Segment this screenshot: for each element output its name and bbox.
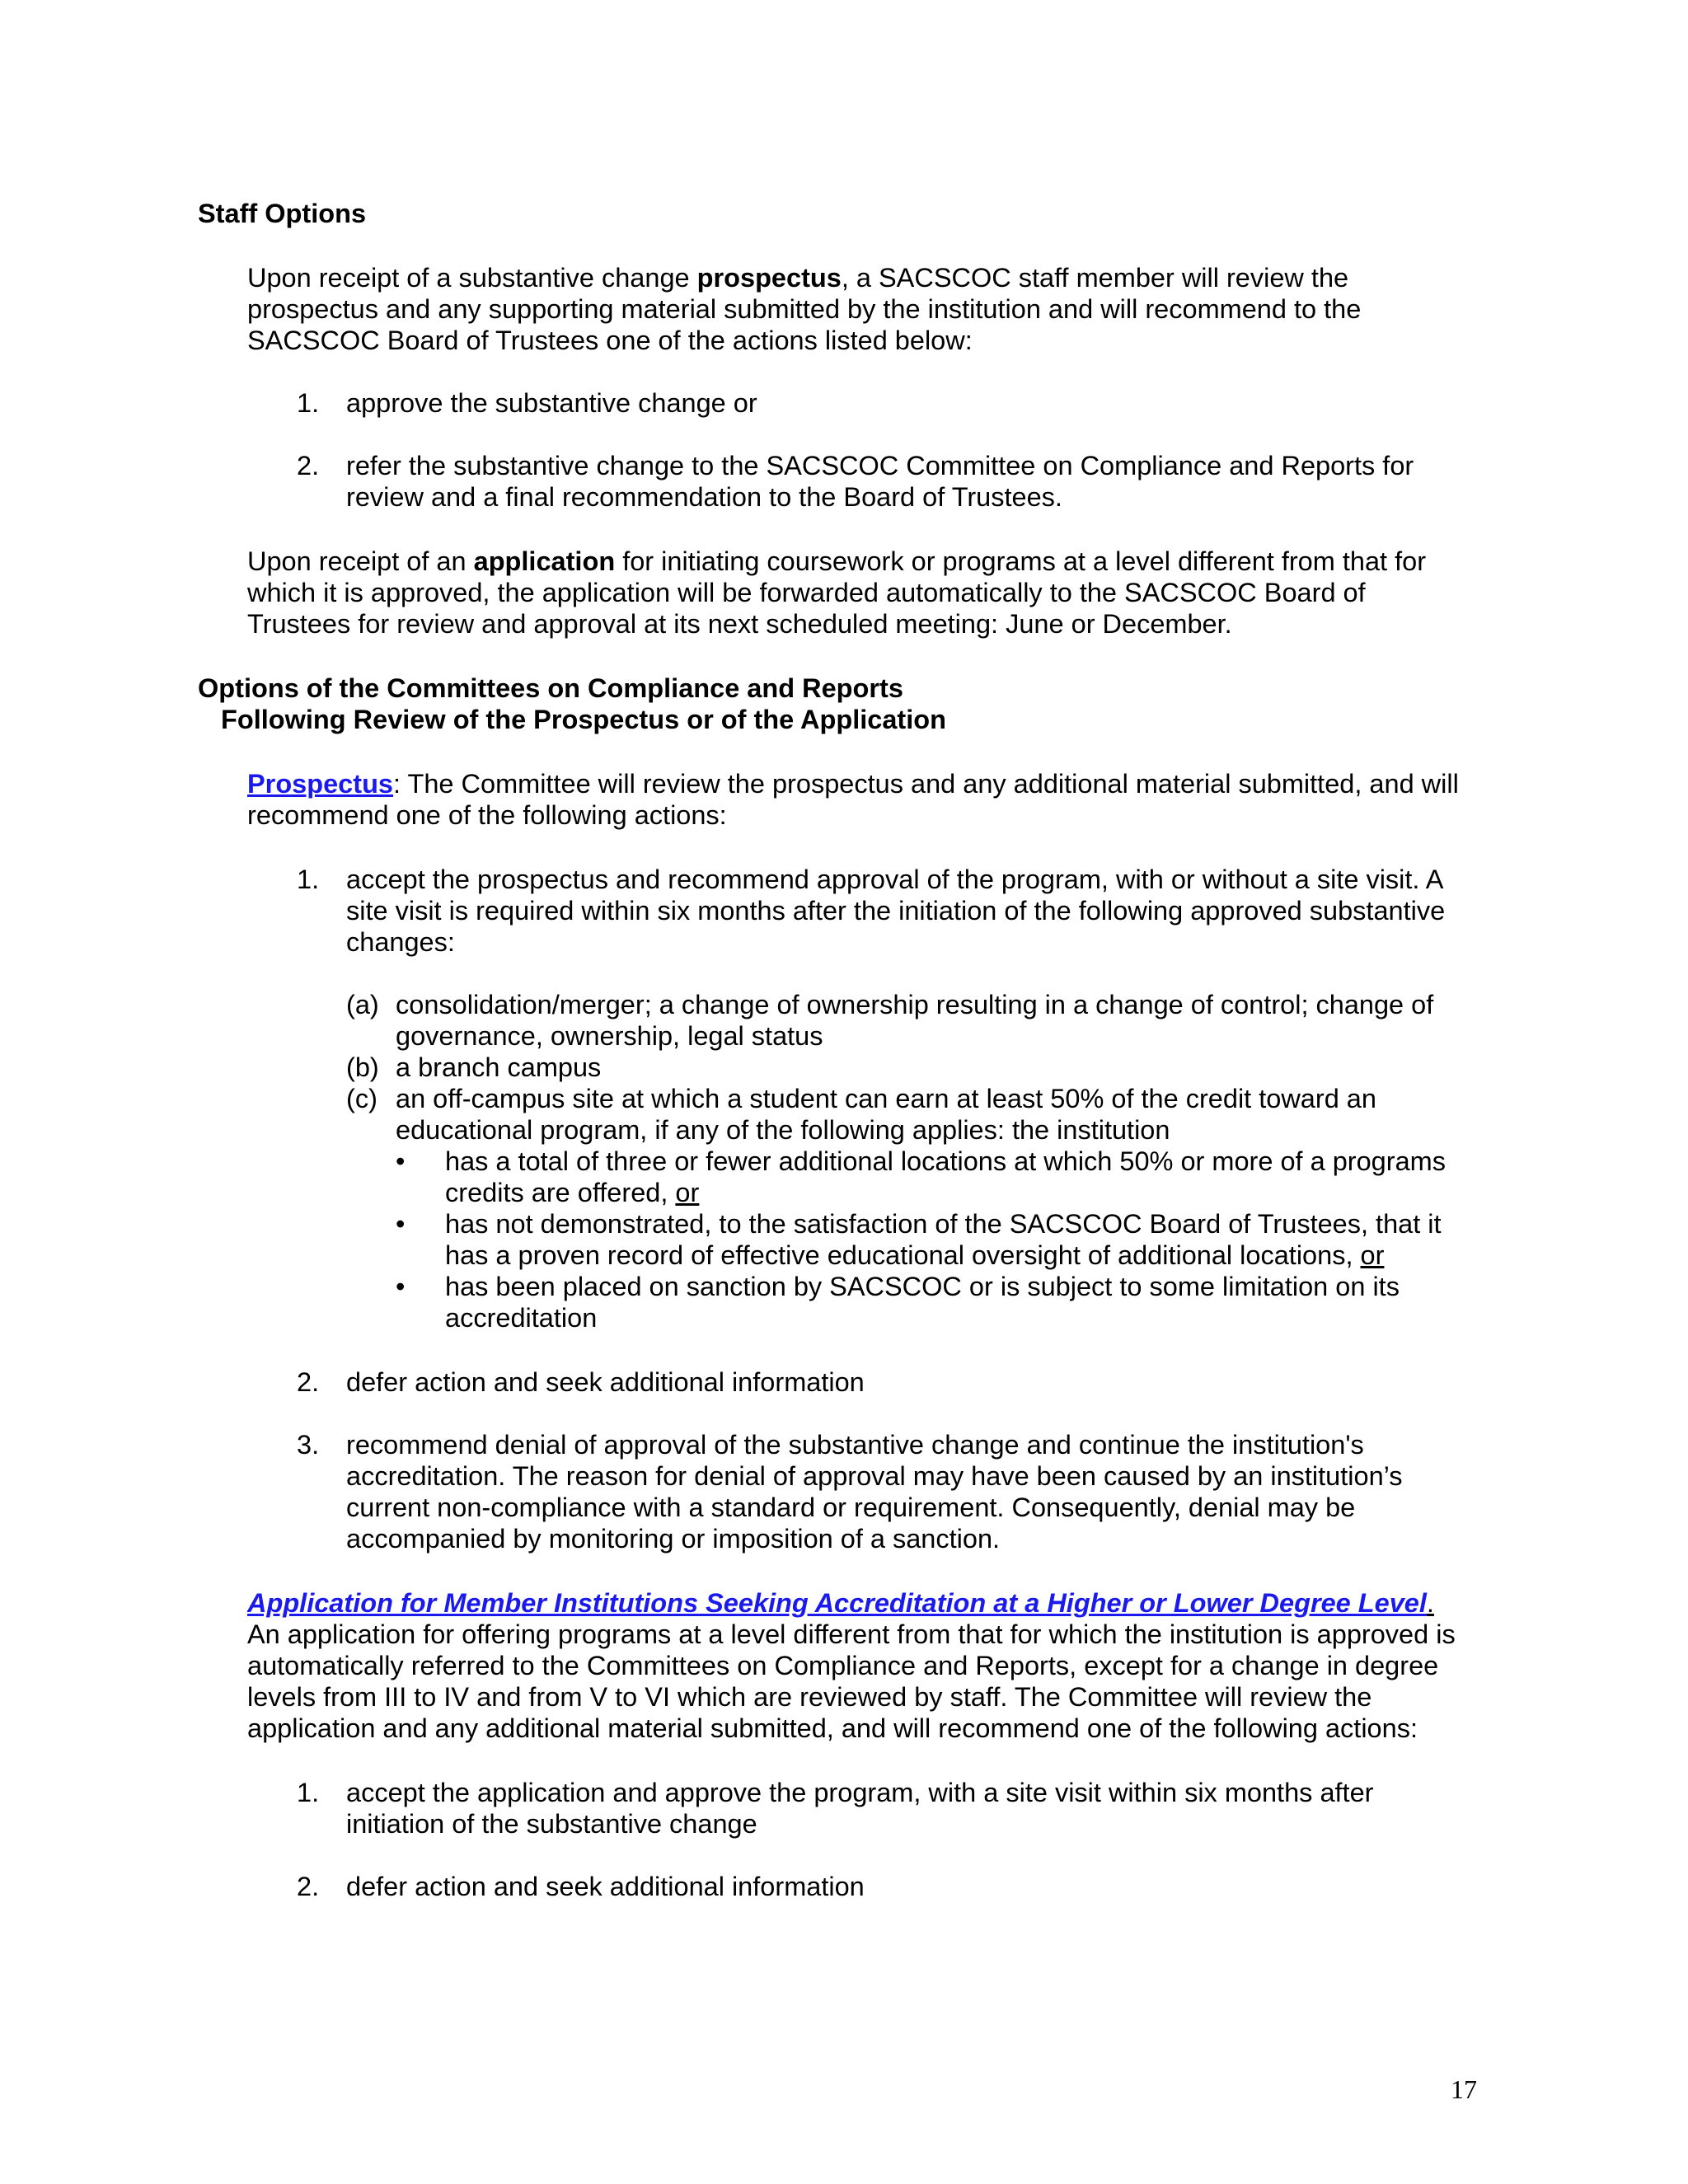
staff-intro-line-3: SACSCOC Board of Trustees one of the actions listed below: — [247, 326, 973, 355]
staff-application-line-2: which it is approved, the application will be forwarded automatically to the SACSCOC Board of — [247, 578, 1366, 607]
prospectus-paragraph-text: : The Committee will review the prospectus and any additional material submitted, and will — [393, 769, 1459, 799]
sub-item-text: a branch campus — [396, 1052, 602, 1082]
bullet-text: has been placed on sanction by SACSCOC or is subject to some limitation on its — [445, 1272, 1400, 1301]
prospectus-link[interactable]: Prospectus — [247, 769, 394, 799]
list-item-text: accept the prospectus and recommend approval of the program, with or without a site visit. A — [346, 865, 1444, 894]
list-number: 2. — [297, 1367, 320, 1397]
list-item-text: review and a final recommendation to the Board of Trustees. — [346, 482, 1062, 512]
application-paragraph-line-2: automatically referred to the Committees on Compliance and Reports, except for a change in degree — [247, 1651, 1439, 1680]
list-number: 1. — [297, 388, 320, 418]
prospectus-paragraph-line-1 — [247, 768, 1517, 800]
bullet-icon: • — [396, 1209, 406, 1239]
staff-application-line-3: Trustees for review and approval at its next scheduled meeting: June or December. — [247, 609, 1232, 639]
list-item-text: defer action and seek additional information — [346, 1367, 865, 1397]
list-item-text: accept the application and approve the program, with a site visit within six months after — [346, 1778, 1374, 1807]
application-heading-line — [247, 1587, 1517, 1619]
list-item-text: current non-compliance with a standard or requirement. Consequently, denial may be — [346, 1493, 1356, 1522]
staff-intro-text: Upon receipt of a substantive change — [247, 263, 697, 293]
list-item-text: initiation of the substantive change — [346, 1809, 757, 1839]
prospectus-bold: prospectus — [696, 263, 842, 293]
list-number: 2. — [297, 451, 320, 480]
section-heading-staff-options: Staff Options — [198, 199, 367, 228]
section-heading-committee-line-2: Following Review of the Prospectus or of the Application — [221, 705, 946, 734]
list-number: 3. — [297, 1430, 320, 1460]
list-item-text: defer action and seek additional information — [346, 1872, 865, 1901]
staff-intro-line-2: prospectus and any supporting material submitted by the institution and will recommend to the — [247, 294, 1362, 324]
bullet-text — [445, 1177, 1517, 1209]
section-heading-committee-line-1: Options of the Committees on Compliance and Reports — [198, 673, 903, 703]
staff-application-text: for initiating coursework or programs at a level different from that for — [615, 546, 1427, 576]
list-item-text: accreditation. The reason for denial of approval may have been caused by an institution’s — [346, 1461, 1403, 1491]
list-number: 2. — [297, 1872, 320, 1901]
bullet-icon: • — [396, 1272, 406, 1301]
staff-application-line-1 — [247, 546, 1517, 578]
list-item-text: recommend denial of approval of the substantive change and continue the institution's — [346, 1430, 1364, 1460]
prospectus-paragraph-line-2: recommend one of the following actions: — [247, 800, 727, 830]
sub-item-text: educational program, if any of the following applies: the institution — [396, 1115, 1170, 1145]
application-paragraph-line-1: An application for offering programs at a level different from that for which the institution is approved is — [247, 1619, 1456, 1649]
application-paragraph-line-3: levels from III to IV and from V to VI which are reviewed by staff. The Committee will review the — [247, 1682, 1372, 1712]
bullet-icon: • — [396, 1146, 406, 1176]
sub-item-text: governance, ownership, legal status — [396, 1021, 823, 1051]
staff-intro-line-1 — [247, 262, 1517, 294]
list-item-text: refer the substantive change to the SACSCOC Committee on Compliance and Reports for — [346, 451, 1414, 480]
application-period: . — [1426, 1588, 1434, 1618]
list-number: 1. — [297, 865, 320, 894]
application-bold: application — [473, 546, 616, 576]
sub-item-text: an off-campus site at which a student can earn at least 50% of the credit toward an — [396, 1084, 1376, 1113]
application-paragraph-line-4: application and any additional material submitted, and will recommend one of the following actions: — [247, 1713, 1418, 1743]
page-number: 17 — [1451, 2074, 1477, 2104]
bullet-text: has a total of three or fewer additional locations at which 50% or more of a programs — [445, 1146, 1446, 1176]
bullet-text-span: credits are offered, — [445, 1178, 676, 1207]
bullet-text — [445, 1240, 1517, 1272]
staff-intro-text: , a SACSCOC staff member will review the — [841, 263, 1349, 293]
staff-application-text: Upon receipt of an — [247, 546, 474, 576]
bullet-text: has not demonstrated, to the satisfaction of the SACSCOC Board of Trustees, that it — [445, 1209, 1442, 1239]
sub-item-label: (c) — [346, 1084, 377, 1113]
underlined-or: or — [675, 1178, 700, 1207]
sub-item-label: (a) — [346, 990, 379, 1019]
list-item-text: changes: — [346, 927, 455, 957]
underlined-or: or — [1360, 1240, 1385, 1270]
list-item-text: site visit is required within six months after the initiation of the following approved substantive — [346, 896, 1446, 926]
bullet-text-span: has a proven record of effective educational oversight of additional locations, — [445, 1240, 1361, 1270]
application-link[interactable]: Application for Member Institutions Seeking Accreditation at a Higher or Lower Degree Level — [247, 1588, 1427, 1618]
list-item-text: approve the substantive change or — [346, 388, 757, 418]
sub-item-text: consolidation/merger; a change of ownership resulting in a change of control; change of — [396, 990, 1434, 1019]
list-number: 1. — [297, 1778, 320, 1807]
list-item-text: accompanied by monitoring or imposition of a sanction. — [346, 1524, 1001, 1554]
bullet-text: accreditation — [445, 1303, 598, 1333]
sub-item-label: (b) — [346, 1052, 379, 1082]
